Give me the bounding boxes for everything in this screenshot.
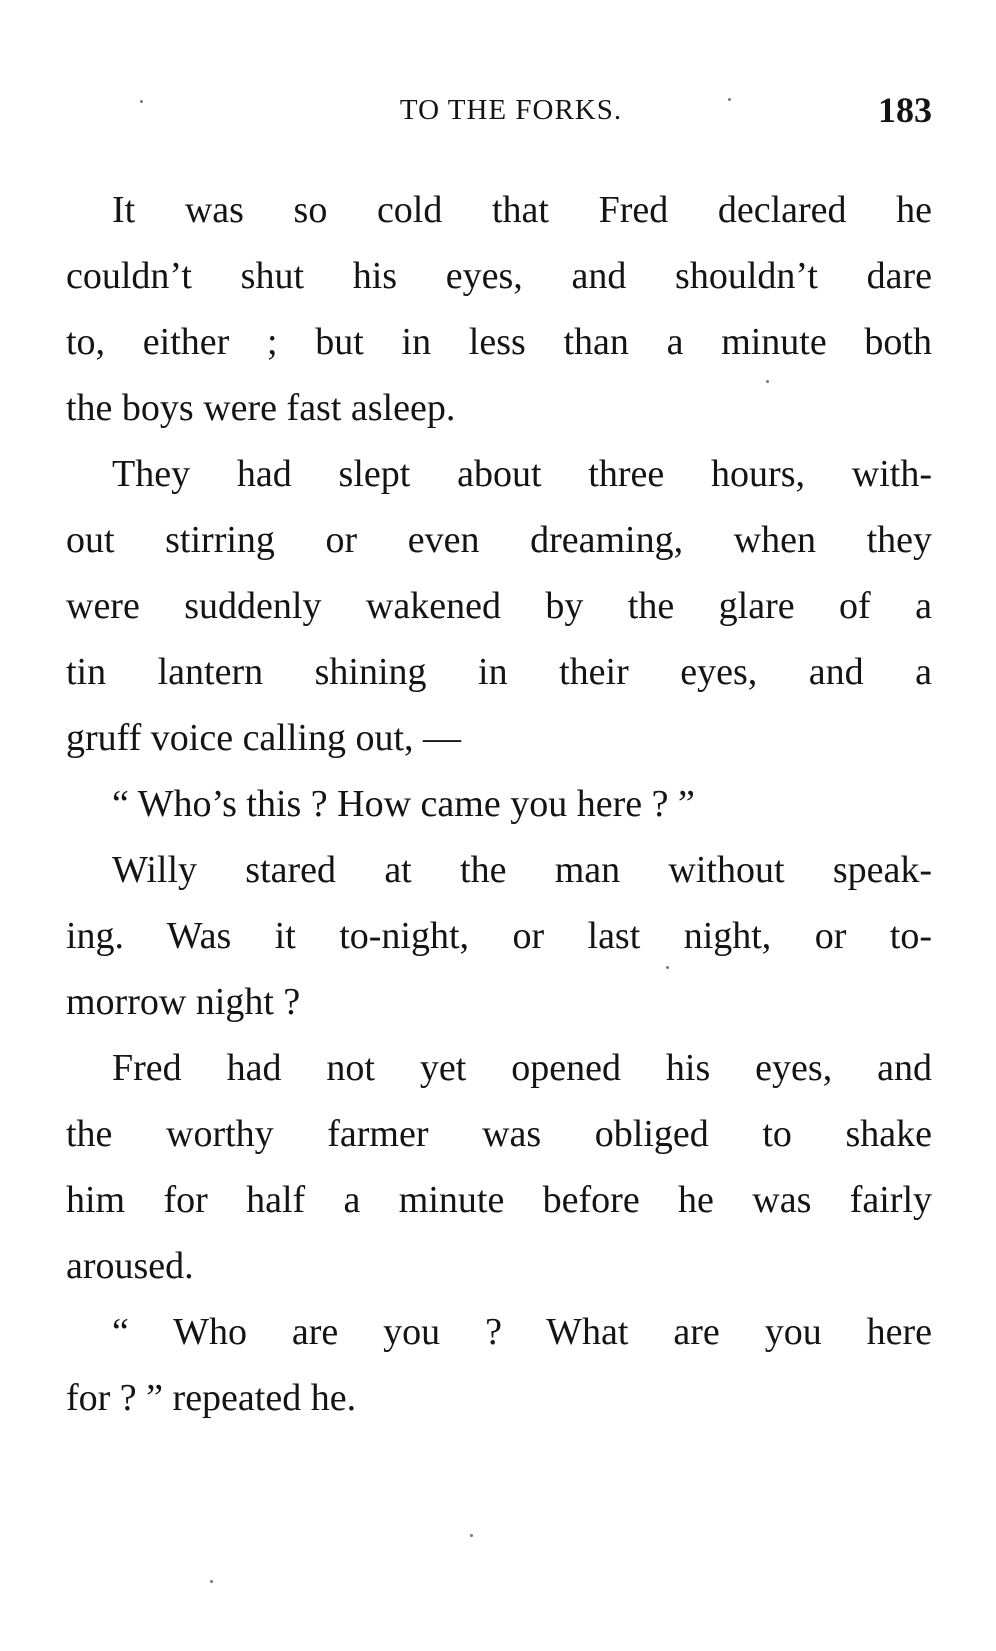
body-text [66,177,932,1431]
text-line: were suddenly wakened by the glare of a [66,585,932,627]
text-line: aroused. [66,1245,194,1287]
paragraph [66,1035,932,1299]
text-line: morrow night ? [66,981,301,1023]
text-line: for ? ” repeated he. [66,1377,357,1419]
text-line: They had slept about three hours, with- [112,453,932,495]
text-line: ing. Was it to-night, or last night, or to- [66,915,932,957]
text-line: gruff voice calling out, — [66,717,462,759]
text-line: “ Who are you ? What are you here [112,1311,932,1353]
scan-speck [666,966,669,969]
scan-speck [766,380,769,383]
text-line: It was so cold that Fred declared he [112,189,932,231]
paragraph [66,1299,932,1431]
page-number: 183 [878,90,932,130]
scan-speck [140,100,143,103]
text-line: to, either ; but in less than a minute both [66,321,932,363]
text-line: him for half a minute before he was fairly [66,1179,932,1221]
paragraph [66,771,932,837]
text-line: Willy stared at the man without speak- [112,849,932,891]
text-line: tin lantern shining in their eyes, and a [66,651,932,693]
scan-speck [470,1534,473,1537]
text-line: the worthy farmer was obliged to shake [66,1113,932,1155]
paragraph [66,177,932,441]
text-line: the boys were fast asleep. [66,387,456,429]
scan-speck [210,1580,213,1583]
text-line: “ Who’s this ? How came you here ? ” [112,783,695,825]
running-title: TO THE FORKS. [399,94,623,126]
text-line: out stirring or even dreaming, when they [66,519,932,561]
paragraph [66,837,932,1035]
text-line: Fred had not yet opened his eyes, and [112,1047,932,1089]
scan-speck [728,98,731,101]
paragraph [66,441,932,771]
running-head [66,88,932,132]
text-line: couldn’t shut his eyes, and shouldn’t dare [66,255,932,297]
